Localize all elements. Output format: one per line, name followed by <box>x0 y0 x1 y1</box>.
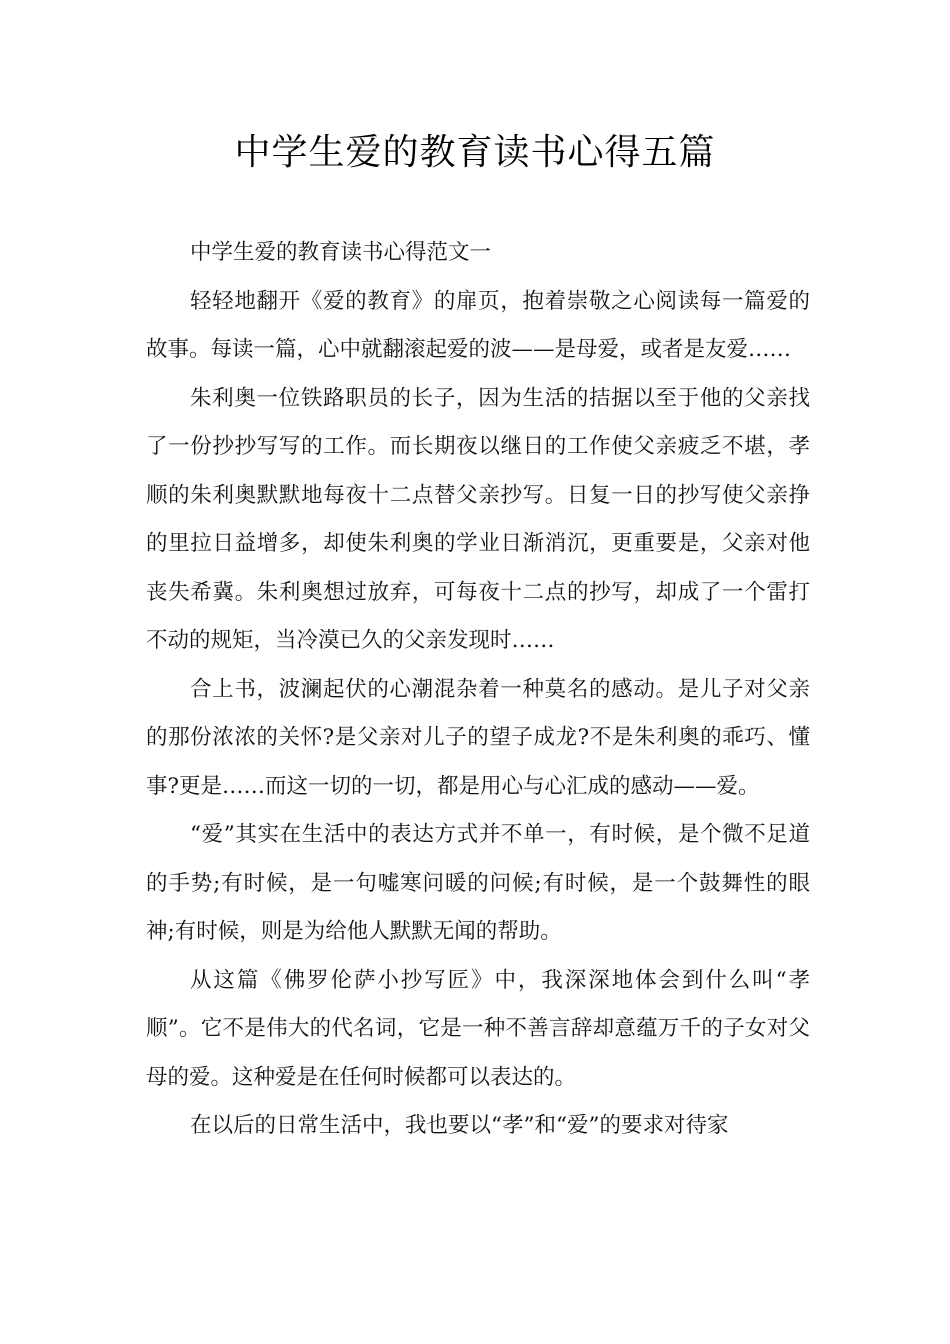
document-title: 中学生爱的教育读书心得五篇 <box>234 132 716 173</box>
paragraph: 轻轻地翻开《爱的教育》的扉页，抱着崇敬之心阅读每一篇爱的故事。每读一篇，心中就翻滚起爱的波——是母爱，或者是友爱…… <box>146 288 810 362</box>
document-body <box>146 229 810 1151</box>
paragraph-heading: 中学生爱的教育读书心得范文一 <box>190 240 492 265</box>
paragraph: 从这篇《佛罗伦萨小抄写匠》中，我深深地体会到什么叫“孝顺”。它不是伟大的代名词，它是一种不善言辞却意蕴万千的子女对父母的爱。这种爱是在任何时候都可以表达的。 <box>146 967 810 1090</box>
paragraph: 朱利奥一位铁路职员的长子，因为生活的拮据以至于他的父亲找了一份抄抄写写的工作。而长期夜以继日的工作使父亲疲乏不堪，孝顺的朱利奥默默地每夜十二点替父亲抄写。日复一日的抄写使父亲挣的里拉日益增多，却使朱利奥的学业日渐消沉，更重要是，父亲对他丧失希冀。朱利奥想过放弃，可每夜十二点的抄写，却成了一个雷打不动的规矩，当冷漠已久的父亲发现时…… <box>146 385 810 653</box>
paragraph: 在以后的日常生活中，我也要以“孝”和“爱”的要求对待家 <box>190 1113 729 1138</box>
paragraph: 合上书，波澜起伏的心潮混杂着一种莫名的感动。是儿子对父亲的那份浓浓的关怀?是父亲对儿子的望子成龙?不是朱利奥的乖巧、懂事?更是……而这一切的一切，都是用心与心汇成的感动——爱。 <box>146 676 810 799</box>
paragraph: “爱”其实在生活中的表达方式并不单一，有时候，是个微不足道的手势;有时候，是一句嘘寒问暖的问候;有时候，是一个鼓舞性的眼神;有时候，则是为给他人默默无闻的帮助。 <box>146 822 810 944</box>
